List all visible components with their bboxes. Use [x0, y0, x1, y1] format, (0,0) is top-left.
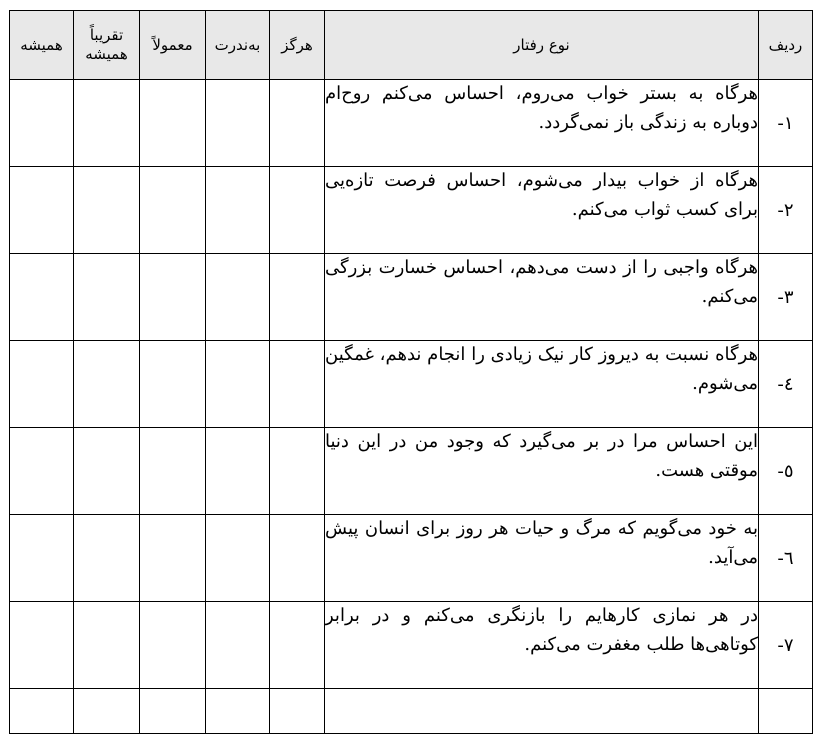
empty-table-row — [10, 689, 813, 734]
table-row — [10, 80, 813, 167]
answer-cell-never[interactable] — [270, 341, 325, 428]
empty-cell — [270, 689, 325, 734]
answer-cell-rarely[interactable] — [206, 428, 270, 515]
row-number: ۲- — [759, 167, 813, 254]
header-rarely: به‌ندرت — [206, 11, 270, 80]
empty-cell — [10, 689, 74, 734]
behavior-text: هرگاه واجبی را از دست می‌دهم، احساس خسارت بزرگی می‌کنم. — [325, 254, 759, 341]
answer-cell-almost-always[interactable] — [74, 602, 140, 689]
table-row — [10, 515, 813, 602]
answer-cell-always[interactable] — [10, 341, 74, 428]
answer-cell-usually[interactable] — [140, 515, 206, 602]
answer-cell-always[interactable] — [10, 254, 74, 341]
row-number: ۱- — [759, 80, 813, 167]
empty-cell — [140, 689, 206, 734]
header-never: هرگز — [270, 11, 325, 80]
answer-cell-rarely[interactable] — [206, 341, 270, 428]
empty-cell — [206, 689, 270, 734]
answer-cell-rarely[interactable] — [206, 80, 270, 167]
answer-cell-always[interactable] — [10, 515, 74, 602]
answer-cell-almost-always[interactable] — [74, 167, 140, 254]
header-usually: معمولاً — [140, 11, 206, 80]
answer-cell-rarely[interactable] — [206, 167, 270, 254]
answer-cell-almost-always[interactable] — [74, 428, 140, 515]
behavior-text: هرگاه از خواب بیدار می‌شوم، احساس فرصت تازه‌یی برای کسب ثواب می‌کنم. — [325, 167, 759, 254]
answer-cell-usually[interactable] — [140, 341, 206, 428]
header-always: همیشه — [10, 11, 74, 80]
answer-cell-usually[interactable] — [140, 254, 206, 341]
questionnaire-table — [9, 10, 813, 734]
answer-cell-rarely[interactable] — [206, 602, 270, 689]
row-number: ٦- — [759, 515, 813, 602]
behavior-text: هرگاه نسبت به دیروز کار نیک زیادی را انجام ندهم، غمگین می‌شوم. — [325, 341, 759, 428]
empty-cell — [74, 689, 140, 734]
header-behavior-type: نوع رفتار — [325, 11, 759, 80]
row-number: ٤- — [759, 341, 813, 428]
behavior-text: این احساس مرا در بر می‌گیرد که وجود من در این دنیا موقتی هست. — [325, 428, 759, 515]
behavior-text: در هر نمازی کارهایم را بازنگری می‌کنم و در برابر کوتاهی‌ها طلب مغفرت می‌کنم. — [325, 602, 759, 689]
answer-cell-rarely[interactable] — [206, 515, 270, 602]
answer-cell-almost-always[interactable] — [74, 254, 140, 341]
row-number: ٥- — [759, 428, 813, 515]
answer-cell-almost-always[interactable] — [74, 80, 140, 167]
table-row — [10, 428, 813, 515]
table-row — [10, 602, 813, 689]
answer-cell-usually[interactable] — [140, 602, 206, 689]
answer-cell-always[interactable] — [10, 428, 74, 515]
answer-cell-never[interactable] — [270, 602, 325, 689]
answer-cell-never[interactable] — [270, 428, 325, 515]
answer-cell-never[interactable] — [270, 515, 325, 602]
answer-cell-never[interactable] — [270, 254, 325, 341]
answer-cell-always[interactable] — [10, 602, 74, 689]
answer-cell-always[interactable] — [10, 80, 74, 167]
header-row — [10, 11, 813, 80]
empty-cell — [325, 689, 759, 734]
table-row — [10, 254, 813, 341]
answer-cell-usually[interactable] — [140, 80, 206, 167]
answer-cell-always[interactable] — [10, 167, 74, 254]
answer-cell-never[interactable] — [270, 167, 325, 254]
row-number: ۳- — [759, 254, 813, 341]
header-almost-always: تقریباً همیشه — [74, 11, 140, 80]
empty-cell — [759, 689, 813, 734]
answer-cell-usually[interactable] — [140, 428, 206, 515]
answer-cell-rarely[interactable] — [206, 254, 270, 341]
header-row-number: ردیف — [759, 11, 813, 80]
answer-cell-almost-always[interactable] — [74, 515, 140, 602]
table-row — [10, 167, 813, 254]
answer-cell-usually[interactable] — [140, 167, 206, 254]
behavior-text: هرگاه به بستر خواب می‌روم، احساس می‌کنم روح‌ام دوباره به زندگی باز نمی‌گردد. — [325, 80, 759, 167]
behavior-text: به خود می‌گویم که مرگ و حیات هر روز برای انسان پیش می‌آید. — [325, 515, 759, 602]
answer-cell-never[interactable] — [270, 80, 325, 167]
answer-cell-almost-always[interactable] — [74, 341, 140, 428]
table-row — [10, 341, 813, 428]
row-number: ۷- — [759, 602, 813, 689]
